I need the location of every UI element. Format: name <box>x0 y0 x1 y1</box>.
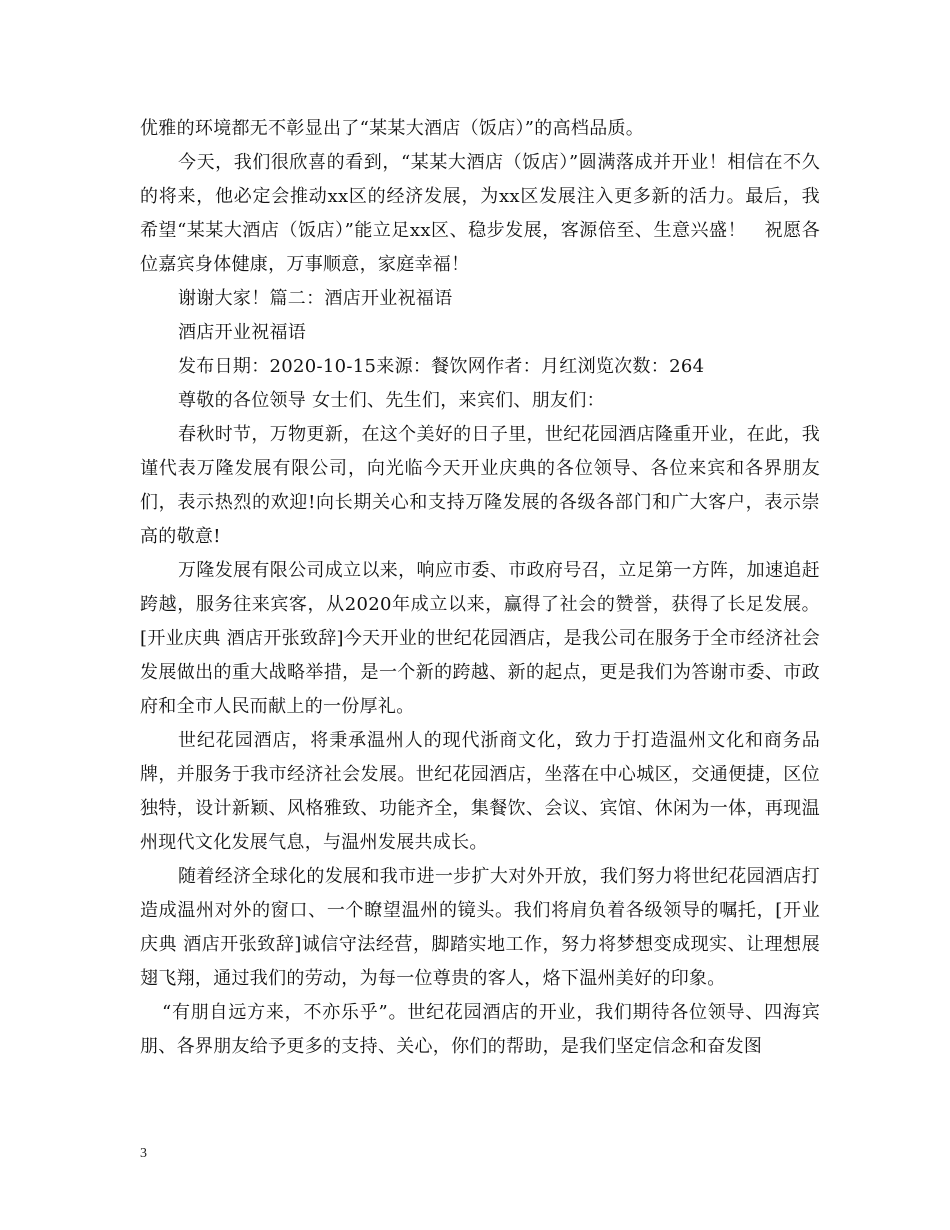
paragraph-2: 今天，我们很欣喜的看到，“某某大酒店（饭店）”圆满落成并开业！相信在不久的将来，他必定会推动xx区的经济发展，为xx区发展注入更多新的活力。最后，我希望“某某大酒店（饭店）”能立足xx区、稳步发展，客源倍至、生意兴盛！ 祝愿各位嘉宾身体健康，万事顺意，家庭幸福！ <box>140 152 820 275</box>
paragraph-3: 谢谢大家！篇二：酒店开业祝福语 <box>178 288 453 309</box>
document-body <box>140 112 820 1064</box>
paragraph-6: 尊敬的各位领导 女士们、先生们，来宾们、朋友们： <box>178 390 605 411</box>
paragraph-5: 发布日期：2020-10-15来源：餐饮网作者：月红浏览次数：264 <box>178 356 705 377</box>
paragraph-11: “有朋自远方来，不亦乐乎”。世纪花园酒店的开业，我们期待各位领导、四海宾朋、各界朋友给予更多的支持、关心，你们的帮助，是我们坚定信念和奋发图 <box>140 1002 820 1057</box>
paragraph-8: 万隆发展有限公司成立以来，响应市委、市政府号召，立足第一方阵，加速追赶跨越，服务往来宾客，从2020年成立以来，赢得了社会的赞誉，获得了长足发展。[开业庆典 酒店开张致辞]今天开业的世纪花园酒店，是我公司在服务于全市经济社会发展做出的重大战略举措，是一个新的跨越、新的起点，更是我们为答谢市委、市政府和全市人民而献上的一份厚礼。 <box>140 560 820 717</box>
paragraph-4: 酒店开业祝福语 <box>178 322 307 343</box>
paragraph-9: 世纪花园酒店，将秉承温州人的现代浙商文化，致力于打造温州文化和商务品牌，并服务于我市经济社会发展。世纪花园酒店，坐落在中心城区，交通便捷，区位独特，设计新颖、风格雅致、功能齐全，集餐饮、会议、宾馆、休闲为一体，再现温州现代文化发展气息，与温州发展共成长。 <box>140 730 820 853</box>
paragraph-1: 优雅的环境都无不彰显出了“某某大酒店（饭店）”的高档品质。 <box>140 118 645 139</box>
paragraph-7: 春秋时节，万物更新，在这个美好的日子里，世纪花园酒店隆重开业，在此，我谨代表万隆发展有限公司，向光临今天开业庆典的各位领导、各位来宾和各界朋友们，表示热烈的欢迎!向长期关心和支持万隆发展的各级各部门和广大客户，表示崇高的敬意! <box>140 424 820 547</box>
page-number: 3 <box>140 1146 147 1161</box>
paragraph-10: 随着经济全球化的发展和我市进一步扩大对外开放，我们努力将世纪花园酒店打造成温州对外的窗口、一个瞭望温州的镜头。我们将肩负着各级领导的嘱托，[开业庆典 酒店开张致辞]诚信守法经营，脚踏实地工作，努力将梦想变成现实、让理想展翅飞翔，通过我们的劳动，为每一位尊贵的客人，烙下温州美好的印象。 <box>140 866 820 989</box>
